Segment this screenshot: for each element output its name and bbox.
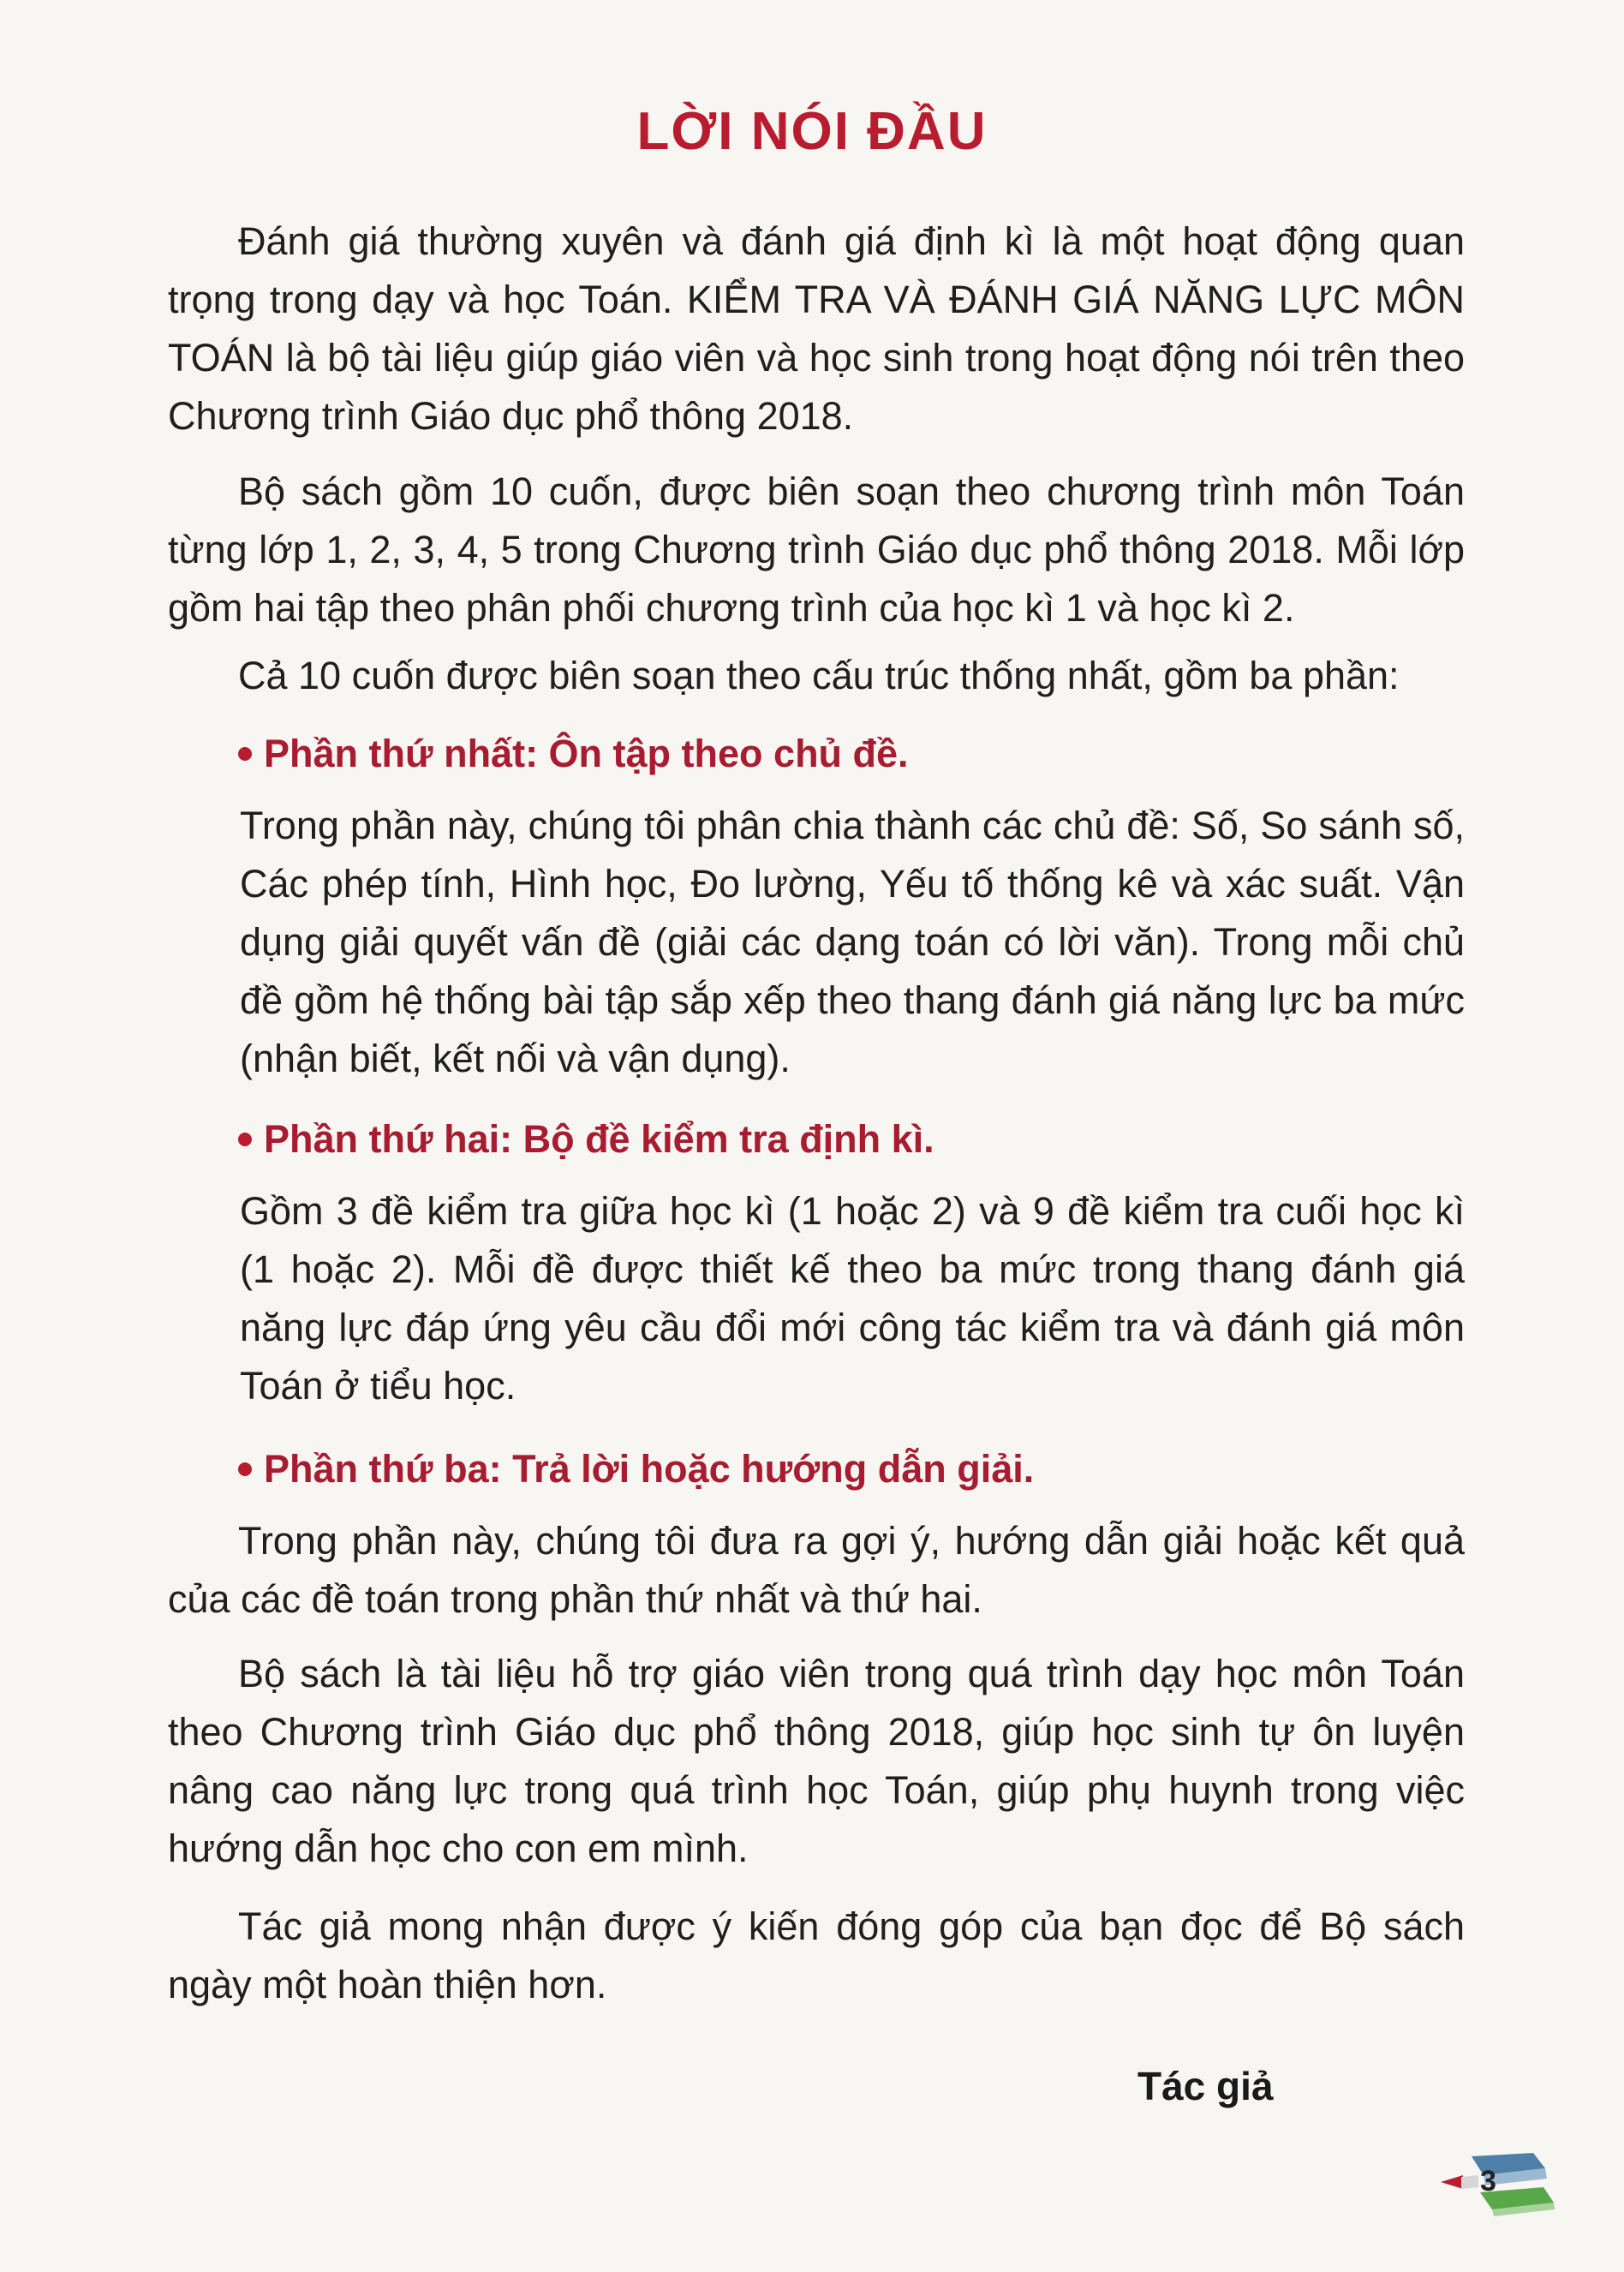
section-heading-1 xyxy=(238,728,909,780)
author-signature: Tác giả xyxy=(1137,2064,1274,2108)
book-stack-icon xyxy=(1430,2146,1567,2223)
bullet-icon xyxy=(238,1133,252,1146)
section-text-2: Gồm 3 đề kiểm tra giữa học kì (1 hoặc 2) và 9 đề kiểm tra cuối học kì (1 hoặc 2). Mỗi đề được thiết kế theo ba mức trong thang đánh giá năng lực đáp ứng yêu cầu đổi mới công tác kiểm tra và đánh giá môn Toán ở tiểu học. xyxy=(240,1189,1465,1408)
intro-paragraph-2: Bộ sách gồm 10 cuốn, được biên soạn theo chương trình môn Toán từng lớp 1, 2, 3, 4, 5 trong Chương trình Giáo dục phổ thông 2018. Mỗi lớp gồm hai tập theo phân phối chương trình của học kì 1 và học kì 2. xyxy=(168,469,1465,630)
intro-paragraph-1: Đánh giá thường xuyên và đánh giá định kì là một hoạt động quan trọng trong dạy và học Toán. KIỂM TRA VÀ ĐÁNH GIÁ NĂNG LỰC MÔN TOÁN là bộ tài liệu giúp giáo viên và học sinh trong hoạt động nói trên theo Chương trình Giáo dục phổ thông 2018. xyxy=(168,219,1465,438)
section-text-1: Trong phần này, chúng tôi phân chia thành các chủ đề: Số, So sánh số, Các phép tính, Hình học, Đo lường, Yếu tố thống kê và xác suất. Vận dụng giải quyết vấn đề (giải các dạng toán có lời văn). Trong mỗi chủ đề gồm hệ thống bài tập sắp xếp theo thang đánh giá năng lực ba mức (nhận biết, kết nối và vận dụng). xyxy=(240,804,1465,1080)
intro-paragraph-3: Cả 10 cuốn được biên soạn theo cấu trúc thống nhất, gồm ba phần: xyxy=(238,654,1400,697)
section-text-3: Trong phần này, chúng tôi đưa ra gợi ý, hướng dẫn giải hoặc kết quả của các đề toán trong phần thứ nhất và thứ hai. xyxy=(168,1519,1465,1621)
section-heading-3 xyxy=(238,1444,1034,1495)
page-number: 3 xyxy=(1480,2165,1496,2197)
page-number-badge xyxy=(1430,2146,1567,2223)
page-title: LỜI NÓI ĐẦU xyxy=(636,102,988,161)
bullet-icon xyxy=(238,1462,252,1476)
closing-paragraph-1: Bộ sách là tài liệu hỗ trợ giáo viên trong quá trình dạy học môn Toán theo Chương trình Giáo dục phổ thông 2018, giúp học sinh tự ôn luyện nâng cao năng lực trong quá trình học Toán, giúp phụ huynh trong việc hướng dẫn học cho con em mình. xyxy=(168,1652,1465,1870)
closing-paragraph-2: Tác giả mong nhận được ý kiến đóng góp của bạn đọc để Bộ sách ngày một hoàn thiện hơn. xyxy=(168,1904,1465,2006)
bullet-icon xyxy=(238,747,252,761)
section-heading-3-text: Phần thứ ba: Trả lời hoặc hướng dẫn giải. xyxy=(264,1447,1035,1491)
section-heading-1-text: Phần thứ nhất: Ôn tập theo chủ đề. xyxy=(264,732,909,775)
section-heading-2 xyxy=(238,1114,934,1165)
section-heading-2-text: Phần thứ hai: Bộ đề kiểm tra định kì. xyxy=(264,1117,934,1161)
